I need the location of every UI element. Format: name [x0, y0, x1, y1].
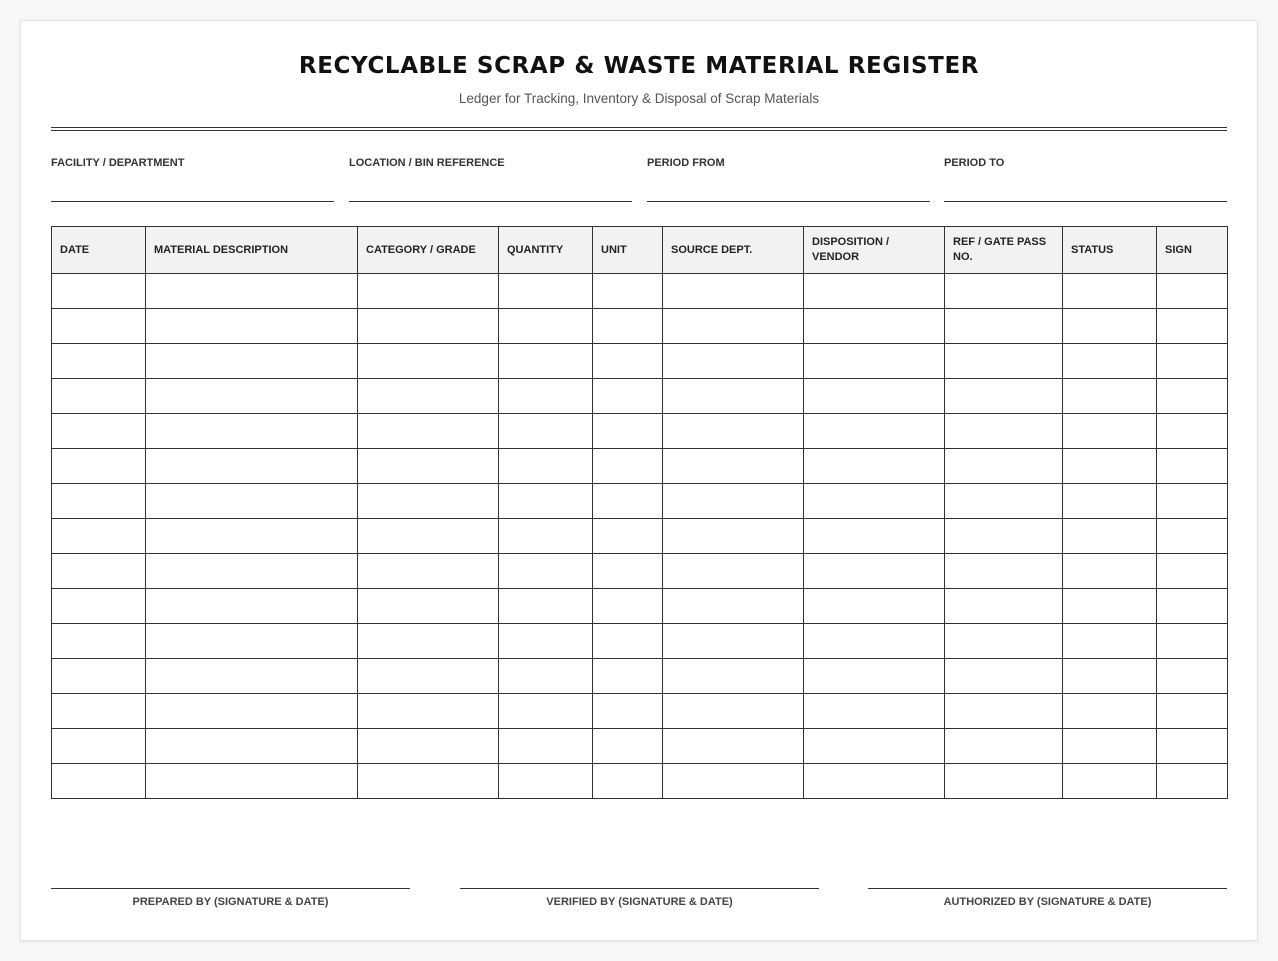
- location-bin-reference-field[interactable]: [349, 157, 632, 202]
- column-header-date: DATE: [52, 227, 146, 274]
- table-cell[interactable]: [804, 274, 945, 309]
- signature-line: [460, 888, 819, 889]
- table-cell[interactable]: [945, 484, 1063, 519]
- table-cell[interactable]: [1157, 764, 1228, 799]
- table-cell[interactable]: [593, 624, 663, 659]
- table-cell[interactable]: [1063, 589, 1157, 624]
- table-cell[interactable]: [52, 694, 146, 729]
- table-row: [52, 379, 1228, 414]
- table-cell[interactable]: [804, 449, 945, 484]
- table-cell[interactable]: [358, 344, 499, 379]
- table-cell[interactable]: [593, 309, 663, 344]
- table-cell[interactable]: [663, 729, 804, 764]
- table-cell[interactable]: [663, 694, 804, 729]
- table-cell[interactable]: [1063, 659, 1157, 694]
- table-cell[interactable]: [945, 414, 1063, 449]
- table-cell[interactable]: [593, 764, 663, 799]
- table-cell[interactable]: [358, 484, 499, 519]
- register-table: [51, 226, 1228, 799]
- authorized-by-signature[interactable]: [868, 888, 1227, 908]
- table-cell[interactable]: [593, 484, 663, 519]
- table-cell[interactable]: [1063, 764, 1157, 799]
- table-cell[interactable]: [945, 554, 1063, 589]
- table-cell[interactable]: [358, 694, 499, 729]
- table-cell[interactable]: [1157, 659, 1228, 694]
- table-cell[interactable]: [52, 379, 146, 414]
- table-cell[interactable]: [1157, 484, 1228, 519]
- table-cell[interactable]: [52, 414, 146, 449]
- column-header-status: STATUS: [1063, 227, 1157, 274]
- table-row: [52, 274, 1228, 309]
- table-cell[interactable]: [499, 519, 593, 554]
- table-cell[interactable]: [146, 449, 358, 484]
- table-cell[interactable]: [146, 484, 358, 519]
- table-cell[interactable]: [945, 274, 1063, 309]
- table-cell[interactable]: [804, 554, 945, 589]
- table-row: [52, 589, 1228, 624]
- verified-by-signature[interactable]: [460, 888, 819, 908]
- table-cell[interactable]: [52, 659, 146, 694]
- period-to-field[interactable]: [944, 157, 1227, 202]
- table-cell[interactable]: [499, 414, 593, 449]
- table-cell[interactable]: [945, 764, 1063, 799]
- table-cell[interactable]: [358, 519, 499, 554]
- table-cell[interactable]: [499, 624, 593, 659]
- table-cell[interactable]: [804, 764, 945, 799]
- column-header-disposition-vendor: DISPOSITION / VENDOR: [804, 227, 945, 274]
- table-cell[interactable]: [945, 589, 1063, 624]
- table-cell[interactable]: [52, 309, 146, 344]
- table-header-row: [52, 227, 1228, 274]
- table-cell[interactable]: [945, 519, 1063, 554]
- table-cell[interactable]: [146, 589, 358, 624]
- table-cell[interactable]: [358, 729, 499, 764]
- table-row: [52, 309, 1228, 344]
- table-cell[interactable]: [1157, 344, 1228, 379]
- table-cell[interactable]: [804, 484, 945, 519]
- table-cell[interactable]: [593, 589, 663, 624]
- table-row: [52, 484, 1228, 519]
- table-cell[interactable]: [499, 274, 593, 309]
- signature-label: VERIFIED BY (SIGNATURE & DATE): [546, 896, 733, 908]
- table-row: [52, 764, 1228, 799]
- table-cell[interactable]: [1157, 729, 1228, 764]
- table-cell[interactable]: [804, 414, 945, 449]
- table-cell[interactable]: [945, 379, 1063, 414]
- table-cell[interactable]: [804, 624, 945, 659]
- table-cell[interactable]: [593, 519, 663, 554]
- signature-label: PREPARED BY (SIGNATURE & DATE): [132, 896, 329, 908]
- table-cell[interactable]: [358, 659, 499, 694]
- table-cell[interactable]: [804, 309, 945, 344]
- period-from-field[interactable]: [647, 157, 930, 202]
- table-cell[interactable]: [499, 344, 593, 379]
- table-cell[interactable]: [663, 764, 804, 799]
- table-row: [52, 449, 1228, 484]
- table-cell[interactable]: [593, 379, 663, 414]
- column-header-unit: UNIT: [593, 227, 663, 274]
- field-label: PERIOD TO: [944, 157, 1005, 169]
- table-cell[interactable]: [945, 659, 1063, 694]
- table-cell[interactable]: [945, 729, 1063, 764]
- table-cell[interactable]: [52, 764, 146, 799]
- column-header-sign: SIGN: [1157, 227, 1228, 274]
- table-cell[interactable]: [146, 624, 358, 659]
- table-cell[interactable]: [1157, 309, 1228, 344]
- table-cell[interactable]: [804, 659, 945, 694]
- table-cell[interactable]: [945, 694, 1063, 729]
- column-header-material-description: MATERIAL DESCRIPTION: [146, 227, 358, 274]
- column-header-category-grade: CATEGORY / GRADE: [358, 227, 499, 274]
- table-cell[interactable]: [1063, 414, 1157, 449]
- table-cell[interactable]: [52, 729, 146, 764]
- table-cell[interactable]: [52, 554, 146, 589]
- table-row: [52, 344, 1228, 379]
- table-cell[interactable]: [52, 449, 146, 484]
- table-cell[interactable]: [663, 309, 804, 344]
- table-cell[interactable]: [1063, 449, 1157, 484]
- table-cell[interactable]: [499, 589, 593, 624]
- table-cell[interactable]: [663, 624, 804, 659]
- table-cell[interactable]: [1157, 449, 1228, 484]
- table-cell[interactable]: [593, 274, 663, 309]
- table-cell[interactable]: [499, 729, 593, 764]
- table-row: [52, 554, 1228, 589]
- table-cell[interactable]: [593, 449, 663, 484]
- table-cell[interactable]: [663, 379, 804, 414]
- table-cell[interactable]: [499, 694, 593, 729]
- table-cell[interactable]: [146, 729, 358, 764]
- table-cell[interactable]: [663, 589, 804, 624]
- table-cell[interactable]: [146, 274, 358, 309]
- table-cell[interactable]: [52, 589, 146, 624]
- table-cell[interactable]: [663, 554, 804, 589]
- page-title: RECYCLABLE SCRAP & WASTE MATERIAL REGISTER: [298, 53, 980, 79]
- table-cell[interactable]: [499, 309, 593, 344]
- table-cell[interactable]: [358, 449, 499, 484]
- table-cell[interactable]: [146, 519, 358, 554]
- column-header-ref-gate-pass: REF / GATE PASS NO.: [945, 227, 1063, 274]
- table-cell[interactable]: [1063, 624, 1157, 659]
- table-cell[interactable]: [804, 344, 945, 379]
- table-cell[interactable]: [52, 624, 146, 659]
- column-header-quantity: QUANTITY: [499, 227, 593, 274]
- signature-line: [868, 888, 1227, 889]
- table-cell[interactable]: [358, 589, 499, 624]
- register-page: [20, 20, 1258, 941]
- table-cell[interactable]: [499, 764, 593, 799]
- table-cell[interactable]: [146, 659, 358, 694]
- table-cell[interactable]: [499, 449, 593, 484]
- table-cell[interactable]: [663, 484, 804, 519]
- table-cell[interactable]: [593, 694, 663, 729]
- table-cell[interactable]: [593, 344, 663, 379]
- table-cell[interactable]: [1063, 519, 1157, 554]
- table-cell[interactable]: [146, 414, 358, 449]
- table-cell[interactable]: [1063, 694, 1157, 729]
- header-fields: [51, 157, 1227, 202]
- table-cell[interactable]: [593, 414, 663, 449]
- table-cell[interactable]: [1063, 274, 1157, 309]
- table-cell[interactable]: [663, 449, 804, 484]
- table-cell[interactable]: [499, 659, 593, 694]
- page-subtitle: Ledger for Tracking, Inventory & Disposal of Scrap Materials: [458, 91, 820, 106]
- table-cell[interactable]: [804, 379, 945, 414]
- table-cell[interactable]: [945, 449, 1063, 484]
- table-cell[interactable]: [945, 344, 1063, 379]
- table-cell[interactable]: [804, 729, 945, 764]
- prepared-by-signature[interactable]: [51, 888, 410, 908]
- table-cell[interactable]: [146, 694, 358, 729]
- table-body: [52, 274, 1228, 799]
- table-cell[interactable]: [593, 729, 663, 764]
- table-cell[interactable]: [146, 554, 358, 589]
- table-cell[interactable]: [663, 659, 804, 694]
- table-cell[interactable]: [1157, 414, 1228, 449]
- table-cell[interactable]: [945, 309, 1063, 344]
- table-cell[interactable]: [1157, 694, 1228, 729]
- table-cell[interactable]: [1063, 484, 1157, 519]
- table-cell[interactable]: [804, 519, 945, 554]
- facility-department-field[interactable]: [51, 157, 334, 202]
- table-cell[interactable]: [52, 274, 146, 309]
- table-cell[interactable]: [1063, 309, 1157, 344]
- table-cell[interactable]: [804, 589, 945, 624]
- table-cell[interactable]: [804, 694, 945, 729]
- header-divider: [51, 127, 1227, 128]
- table-cell[interactable]: [52, 519, 146, 554]
- table-cell[interactable]: [358, 274, 499, 309]
- table-cell[interactable]: [52, 484, 146, 519]
- table-cell[interactable]: [1157, 589, 1228, 624]
- table-cell[interactable]: [1157, 379, 1228, 414]
- table-row: [52, 659, 1228, 694]
- table-cell[interactable]: [663, 344, 804, 379]
- table-row: [52, 729, 1228, 764]
- header-divider: [51, 130, 1227, 131]
- table-row: [52, 519, 1228, 554]
- table-cell[interactable]: [1157, 519, 1228, 554]
- table-cell[interactable]: [593, 554, 663, 589]
- table-cell[interactable]: [1063, 379, 1157, 414]
- table-cell[interactable]: [146, 379, 358, 414]
- field-label: FACILITY / DEPARTMENT: [51, 157, 185, 169]
- table-cell[interactable]: [1063, 729, 1157, 764]
- table-cell[interactable]: [663, 519, 804, 554]
- table-cell[interactable]: [146, 764, 358, 799]
- table-cell[interactable]: [663, 414, 804, 449]
- table-cell[interactable]: [593, 659, 663, 694]
- table-cell[interactable]: [358, 554, 499, 589]
- field-label: PERIOD FROM: [647, 157, 725, 169]
- table-cell[interactable]: [1157, 274, 1228, 309]
- table-cell[interactable]: [499, 484, 593, 519]
- table-cell[interactable]: [1157, 624, 1228, 659]
- table-cell[interactable]: [499, 554, 593, 589]
- table-cell[interactable]: [358, 379, 499, 414]
- table-cell[interactable]: [1063, 344, 1157, 379]
- table-cell[interactable]: [358, 309, 499, 344]
- table-cell[interactable]: [358, 414, 499, 449]
- column-header-source-dept: SOURCE DEPT.: [663, 227, 804, 274]
- table-cell[interactable]: [1157, 554, 1228, 589]
- table-cell[interactable]: [358, 764, 499, 799]
- table-cell[interactable]: [1063, 554, 1157, 589]
- signature-label: AUTHORIZED BY (SIGNATURE & DATE): [943, 896, 1152, 908]
- table-cell[interactable]: [663, 274, 804, 309]
- table-row: [52, 414, 1228, 449]
- field-label: LOCATION / BIN REFERENCE: [349, 157, 505, 169]
- signature-line: [51, 888, 410, 889]
- table-cell[interactable]: [358, 624, 499, 659]
- table-cell[interactable]: [146, 309, 358, 344]
- table-cell[interactable]: [945, 624, 1063, 659]
- table-cell[interactable]: [146, 344, 358, 379]
- table-row: [52, 694, 1228, 729]
- table-cell[interactable]: [52, 344, 146, 379]
- table-row: [52, 624, 1228, 659]
- table-cell[interactable]: [499, 379, 593, 414]
